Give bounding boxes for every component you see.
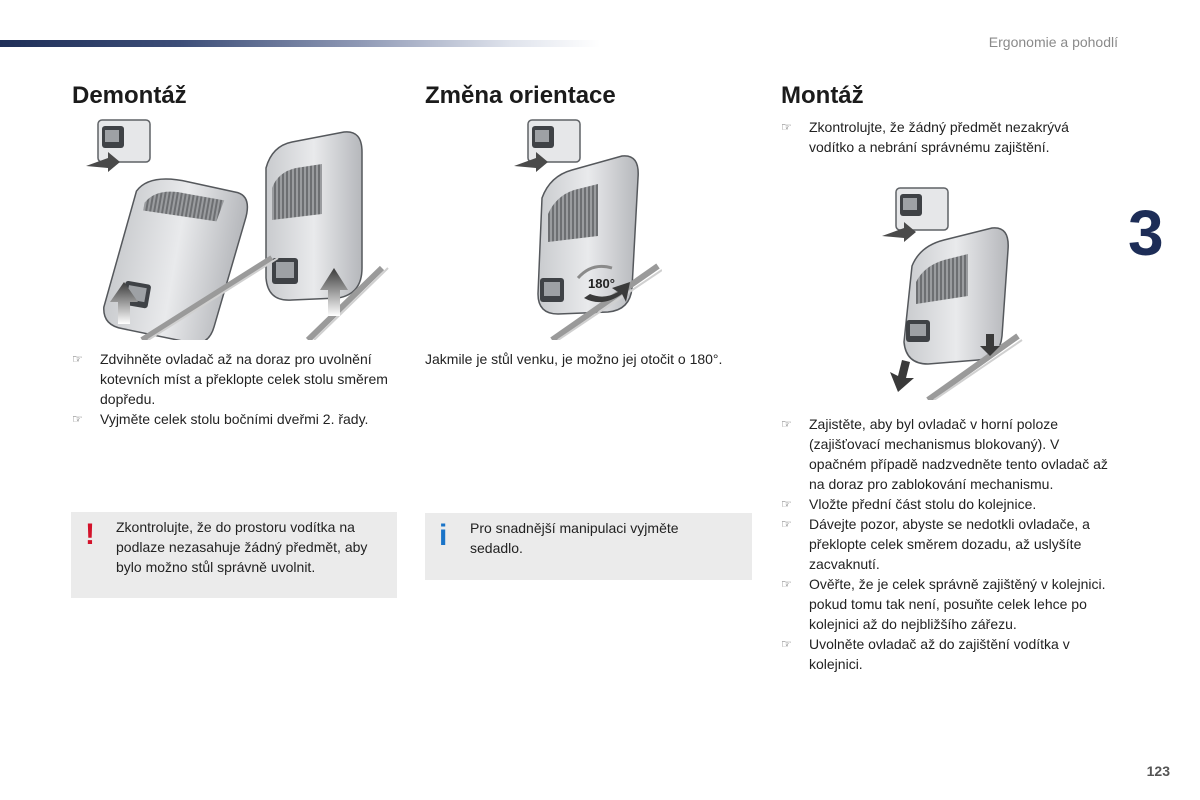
hand-pointer-icon: ☞ (781, 637, 792, 651)
warning-notice (71, 512, 397, 598)
hand-pointer-icon: ☞ (781, 120, 792, 134)
mounting-title: Montáž (781, 82, 864, 109)
mounting-bullets (781, 414, 1116, 674)
hand-pointer-icon: ☞ (781, 517, 792, 531)
removal-bullets (72, 349, 402, 429)
warning-text: Zkontrolujte, že do prostoru vodítka na podlaze nezasahuje žádný předmět, aby bylo možno stůl správně uvolnit. (116, 519, 368, 575)
orientation-paragraph: Jakmile je stůl venku, je možno jej otočit o 180°. (425, 351, 723, 367)
push-down-arrow-icon (890, 360, 914, 392)
chapter-number: 3 (1128, 197, 1164, 269)
orientation-detail-top (514, 120, 580, 172)
hand-pointer-icon: ☞ (781, 417, 792, 431)
list-item: ☞ Ověřte, že je celek správně zajištěný v kolejnici. pokud tomu tak není, posuňte celek lehce po kolejnici až do nejbližšího zářezu. (781, 576, 1106, 632)
list-item: ☞ Vyjměte celek stolu bočními dveřmi 2. řady. (72, 411, 369, 427)
hand-pointer-icon: ☞ (72, 412, 83, 426)
list-item: ☞ Zajistěte, aby byl ovladač v horní poloze (zajišťovací mechanismus blokovaný). V opačném případě nadzvedněte tento ovladač až na doraz pro zablokování mechanismu. (781, 416, 1108, 492)
removal-detail-top (86, 120, 150, 172)
info-notice (425, 513, 752, 580)
hand-pointer-icon: ☞ (72, 352, 83, 366)
orientation-illustration (512, 118, 662, 340)
list-item: ☞ Vložte přední část stolu do kolejnice. (781, 496, 1037, 512)
list-item: ☞ Dávejte pozor, abyste se nedotkli ovladače, a překlopte celek směrem dozadu, až uslyšíte zacvaknutí. (781, 516, 1090, 572)
hand-pointer-icon: ☞ (781, 577, 792, 591)
mounting-detail-top (882, 188, 948, 242)
mounting-intro (781, 117, 1111, 157)
warning-icon: ! (85, 518, 95, 551)
info-text: Pro snadnější manipulaci vyjměte sedadlo. (470, 520, 679, 556)
header-gradient-bar (0, 40, 600, 47)
list-item: ☞ Uvolněte ovladač až do zajištění vodítka v kolejnici. (781, 636, 1070, 672)
removal-title: Demontáž (72, 82, 187, 109)
rotation-label: 180° (588, 276, 615, 291)
section-label: Ergonomie a pohodlí (988, 34, 1118, 50)
hand-pointer-icon: ☞ (781, 497, 792, 511)
orientation-title: Změna orientace (425, 82, 616, 109)
page-number: 123 (1146, 763, 1170, 779)
list-item: ☞ Zkontrolujte, že žádný předmět nezakrývá vodítko a nebrání správnému zajištění. (781, 119, 1069, 155)
info-icon: i (439, 519, 448, 552)
list-item: ☞ Zdvihněte ovladač až na doraz pro uvolnění kotevních míst a překlopte celek stolu směrem dopředu. (72, 351, 388, 407)
mounting-illustration (868, 186, 1028, 400)
removal-illustration (82, 118, 392, 340)
